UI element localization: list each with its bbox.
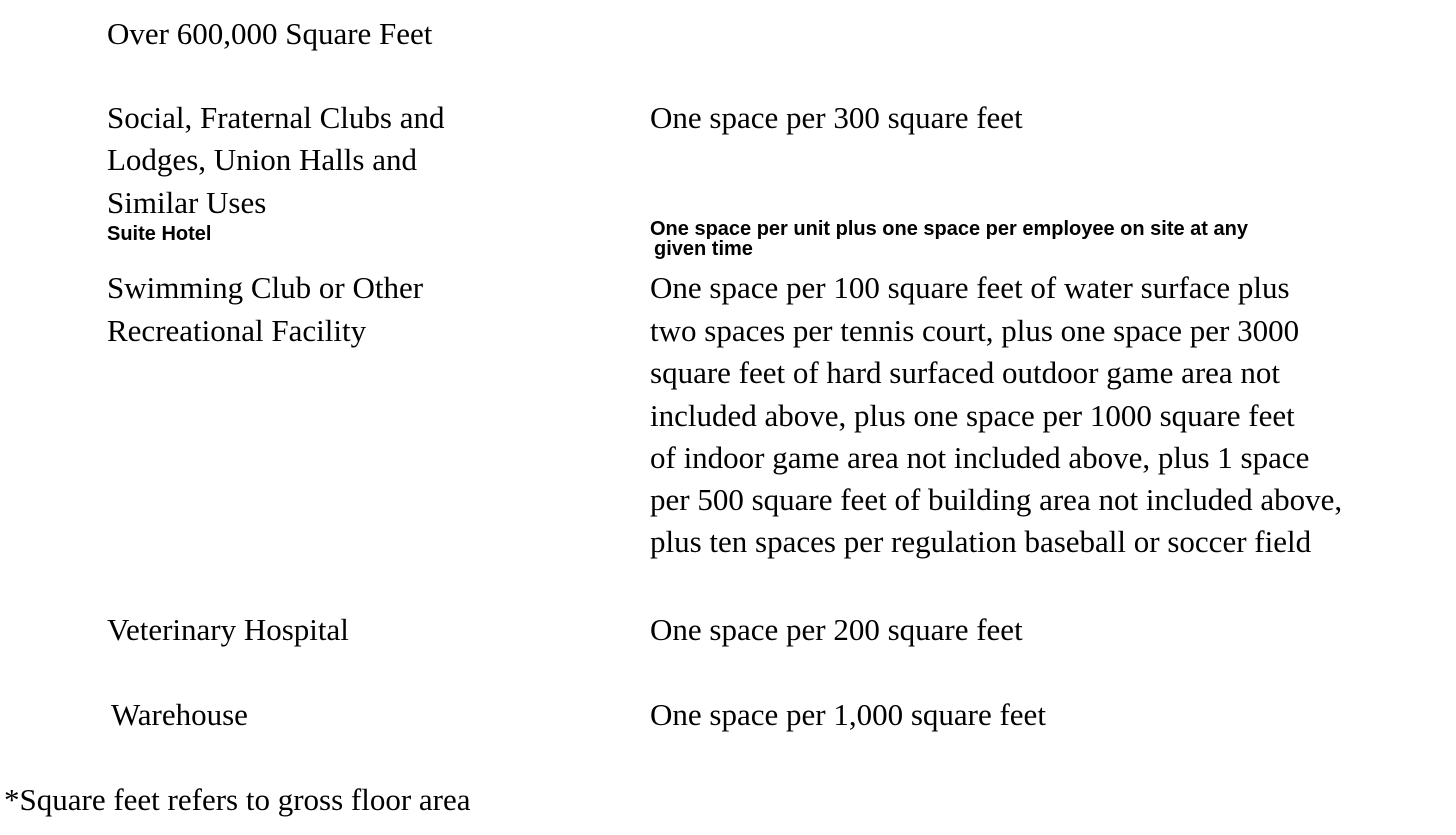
footnote: *Square feet refers to gross floor area — [4, 782, 471, 817]
use-label-line: Social, Fraternal Clubs and — [107, 100, 445, 135]
use-label-line: Similar Uses — [107, 185, 267, 220]
use-label-line: Lodges, Union Halls and — [107, 142, 417, 177]
requirement-line: One space per unit plus one space per employee on site at any — [650, 218, 1248, 240]
use-label-line: Recreational Facility — [107, 313, 367, 348]
requirement-line: One space per 300 square feet — [650, 100, 1023, 135]
requirement-line: of indoor game area not included above, plus 1 space — [650, 440, 1310, 475]
requirement-line: One space per 200 square feet — [650, 612, 1023, 647]
use-label-line: Veterinary Hospital — [107, 612, 349, 647]
requirement-line: per 500 square feet of building area not included above, — [650, 482, 1343, 517]
section-heading: Over 600,000 Square Feet — [107, 16, 433, 51]
requirement-line: One space per 1,000 square feet — [650, 697, 1046, 732]
use-label-line: Warehouse — [111, 697, 248, 732]
requirement-line: One space per 100 square feet of water surface plus — [650, 270, 1290, 305]
requirement-line: two spaces per tennis court, plus one space per 3000 — [650, 313, 1300, 348]
requirement-line: square feet of hard surfaced outdoor game area not — [650, 355, 1281, 390]
use-label-line: Suite Hotel — [107, 223, 212, 245]
requirement-line: plus ten spaces per regulation baseball or soccer field — [650, 524, 1312, 559]
requirement-line: included above, plus one space per 1000 square feet — [650, 398, 1295, 433]
requirement-line: given time — [654, 238, 753, 260]
use-label-line: Swimming Club or Other — [107, 270, 424, 305]
